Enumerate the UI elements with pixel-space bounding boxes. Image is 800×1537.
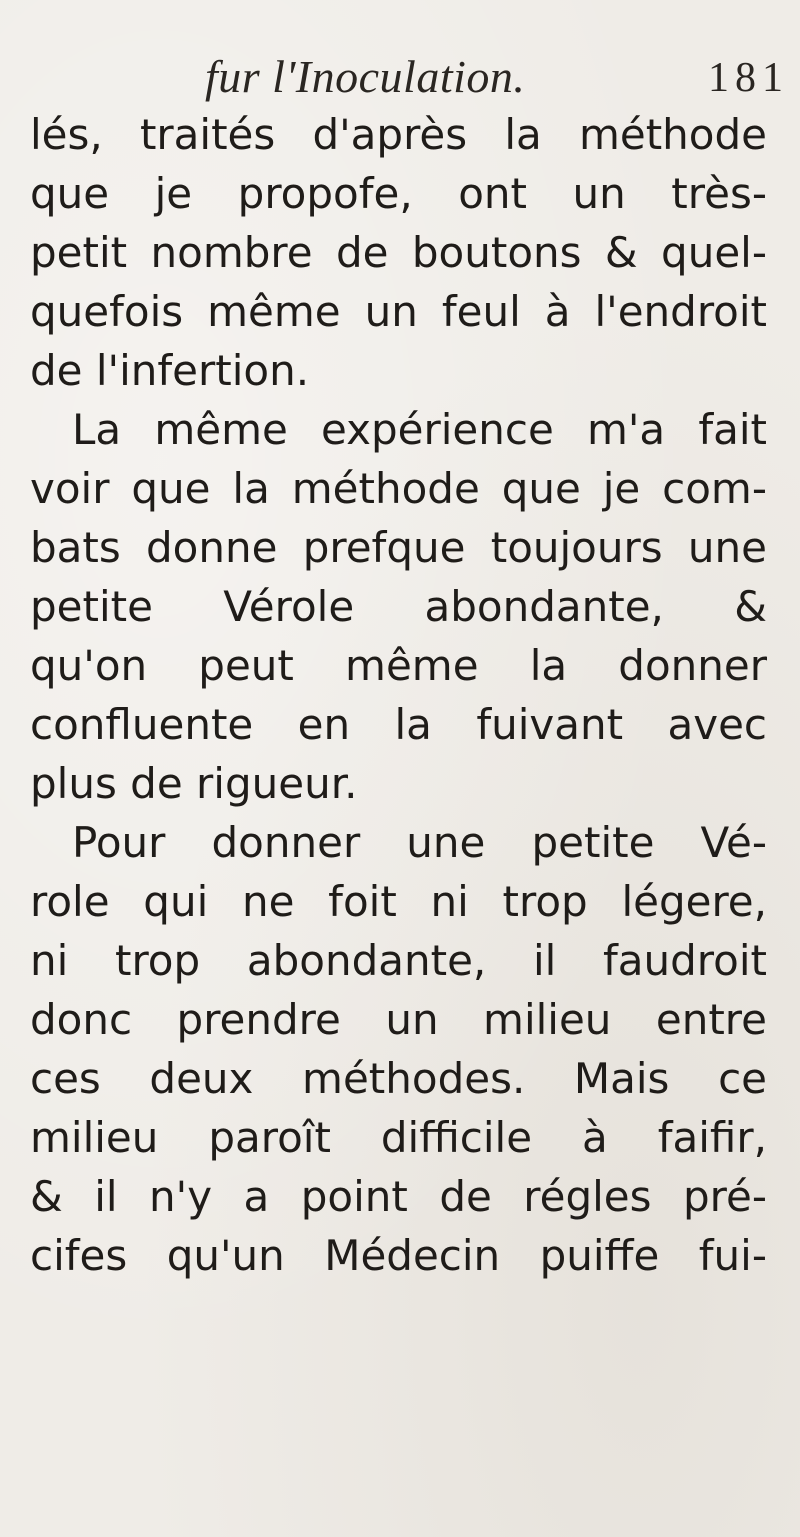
text-line: cifes qu'un Médecin puiffe fui-: [30, 1231, 767, 1280]
blank-page-area: [0, 1020, 800, 1537]
text-line: role qui ne foit ni trop légere,: [30, 877, 767, 926]
text-line: quefois même un feul à l'endroit: [30, 287, 767, 336]
text-line: que je propofe, ont un très-: [30, 169, 767, 218]
running-title: fur l'Inoculation.: [205, 51, 526, 102]
text-line: donc prendre un milieu entre: [30, 995, 767, 1044]
text-line: ni trop abondante, il faudroit: [30, 936, 767, 985]
text-line: qu'on peut même la donner: [30, 641, 767, 690]
text-line: petite Vérole abondante, &: [30, 582, 767, 631]
text-line: Pour donner une petite Vé-: [72, 818, 767, 867]
text-line: La même expérience m'a fait: [72, 405, 767, 454]
text-line: & il n'y a point de régles pré-: [30, 1172, 767, 1221]
text-line: confluente en la fuivant avec: [30, 700, 767, 749]
text-line: plus de rigueur.: [30, 759, 358, 808]
page-number: 181: [708, 55, 789, 101]
text-line: milieu paroît difficile à faifir,: [30, 1113, 767, 1162]
text-line: de l'infertion.: [30, 346, 310, 395]
text-line: petit nombre de boutons & quel-: [30, 228, 767, 277]
text-line: bats donne prefque toujours une: [30, 523, 767, 572]
page-header: [0, 50, 800, 112]
text-line: lés, traités d'après la méthode: [30, 110, 767, 159]
text-line: voir que la méthode que je com-: [30, 464, 767, 513]
text-line: ces deux méthodes. Mais ce: [30, 1054, 767, 1103]
